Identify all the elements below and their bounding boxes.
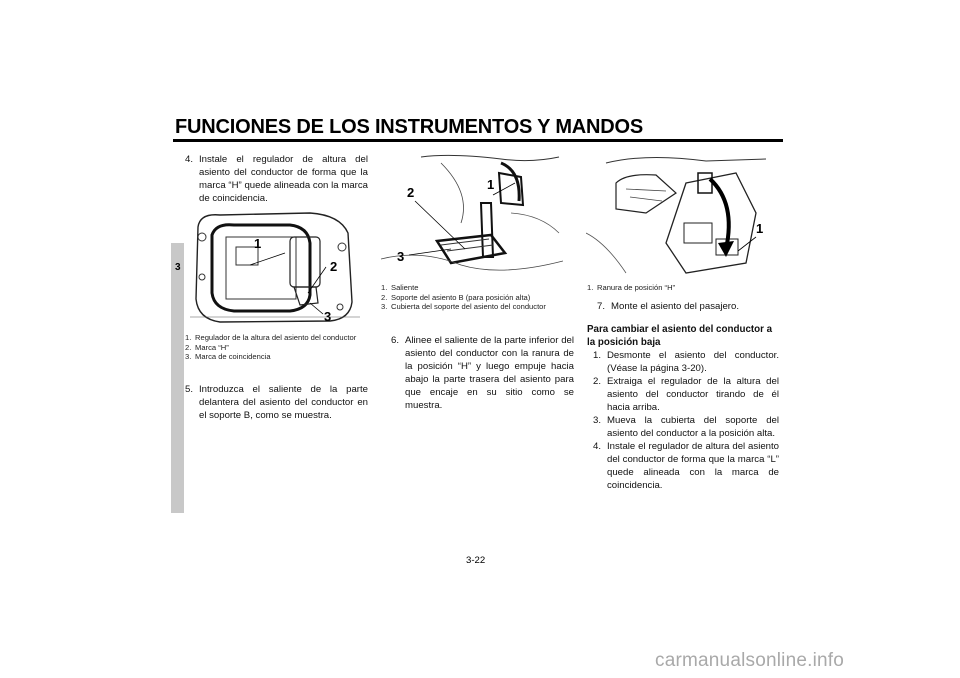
step-4 xyxy=(185,153,368,205)
callout-1: 1 xyxy=(756,221,764,236)
step-text: Alinee el saliente de la parte inferior del asiento del conductor con la ranura de la posición “H” y luego empuje hacia abajo la parte trasera del asiento para que encaje en su sitio como se muestra. xyxy=(405,335,574,411)
figure-seat-height-adjuster xyxy=(190,207,360,324)
step-text: Desmonte el asiento del conductor. (Véase la página 3-20). xyxy=(607,350,779,374)
seat-bracket-illustration xyxy=(381,153,563,281)
chapter-number: 3 xyxy=(175,262,181,273)
step-number: 4. xyxy=(593,441,602,452)
page-number: 3-22 xyxy=(466,555,486,566)
caption-item xyxy=(381,283,565,293)
step-7 xyxy=(597,300,779,313)
caption-text: Marca de coincidencia xyxy=(195,352,271,361)
caption-item xyxy=(381,293,565,303)
left-column-step5 xyxy=(185,383,368,422)
middle-figure-caption xyxy=(381,283,565,312)
caption-number: 2. xyxy=(381,292,388,302)
callout-1: 1 xyxy=(254,236,262,251)
left-column xyxy=(185,153,368,205)
step-number: 6. xyxy=(391,335,400,346)
step-6 xyxy=(391,334,574,412)
caption-number: 1. xyxy=(381,283,388,292)
seat-adjuster-illustration xyxy=(190,207,360,324)
chapter-tab xyxy=(171,243,184,513)
caption-text: Saliente xyxy=(391,283,419,292)
low-position-step-1 xyxy=(593,349,779,375)
step-5 xyxy=(185,383,368,422)
step-text: Introduzca el saliente de la parte delantera del asiento del conductor en el soporte B, como se muestra. xyxy=(199,384,368,421)
caption-item xyxy=(587,283,779,293)
step-text: Extraiga el regulador de la altura del asiento del conductor tirando de él hacia arriba. xyxy=(607,376,779,413)
page-header-title: FUNCIONES DE LOS INSTRUMENTOS Y MANDOS xyxy=(175,116,644,138)
figure-seat-bracket xyxy=(381,153,563,281)
middle-column-step6 xyxy=(391,334,574,412)
step-text: Mueva la cubierta del soporte del asiento del conductor a la posición alta. xyxy=(607,415,779,439)
caption-text: Regulador de la altura del asiento del conductor xyxy=(195,333,357,342)
step-text: Monte el asiento del pasajero. xyxy=(611,301,739,312)
low-position-step-3 xyxy=(593,414,779,440)
left-figure-caption xyxy=(185,333,368,362)
caption-number: 2. xyxy=(185,342,192,352)
header-rule xyxy=(173,139,783,142)
step-number: 4. xyxy=(185,154,194,165)
caption-number: 3. xyxy=(185,352,192,361)
callout-3: 3 xyxy=(324,309,332,324)
position-slot-illustration xyxy=(586,153,778,281)
low-position-step-2 xyxy=(593,375,779,414)
callout-2: 2 xyxy=(330,259,338,274)
callout-2: 2 xyxy=(407,185,415,200)
caption-text: Soporte del asiento B (para posición alta) xyxy=(391,292,531,302)
section-heading: Para cambiar el asiento del conductor a la posición baja xyxy=(587,324,773,348)
caption-text: Cubierta del soporte del asiento del conductor xyxy=(391,302,546,311)
caption-text: Ranura de posición “H” xyxy=(597,283,676,292)
step-number: 5. xyxy=(185,384,194,395)
caption-item xyxy=(185,343,368,353)
caption-number: 1. xyxy=(587,283,594,292)
caption-number: 3. xyxy=(381,302,388,311)
low-position-step-4 xyxy=(593,440,779,492)
right-figure-caption xyxy=(587,283,779,293)
step-number: 3. xyxy=(593,415,602,426)
caption-text: Marca “H” xyxy=(195,342,229,352)
caption-item xyxy=(185,352,368,362)
right-column-text xyxy=(587,300,779,492)
watermark: carmanualsonline.info xyxy=(655,650,845,671)
step-number: 7. xyxy=(597,301,606,312)
step-number: 2. xyxy=(593,376,602,387)
caption-item xyxy=(185,333,368,343)
callout-1: 1 xyxy=(487,177,495,192)
step-text: Instale el regulador de altura del asiento del conductor de forma que la marca “L” quede alineada con la marca de coincidencia. xyxy=(607,441,779,491)
step-number: 1. xyxy=(593,350,602,361)
caption-item xyxy=(381,302,565,312)
step-text: Instale el regulador de altura del asiento del conductor de forma que la marca “H” quede alineada con la marca de coincidencia. xyxy=(199,154,368,204)
callout-3: 3 xyxy=(397,249,405,264)
figure-position-slot xyxy=(586,153,778,281)
caption-number: 1. xyxy=(185,333,192,342)
